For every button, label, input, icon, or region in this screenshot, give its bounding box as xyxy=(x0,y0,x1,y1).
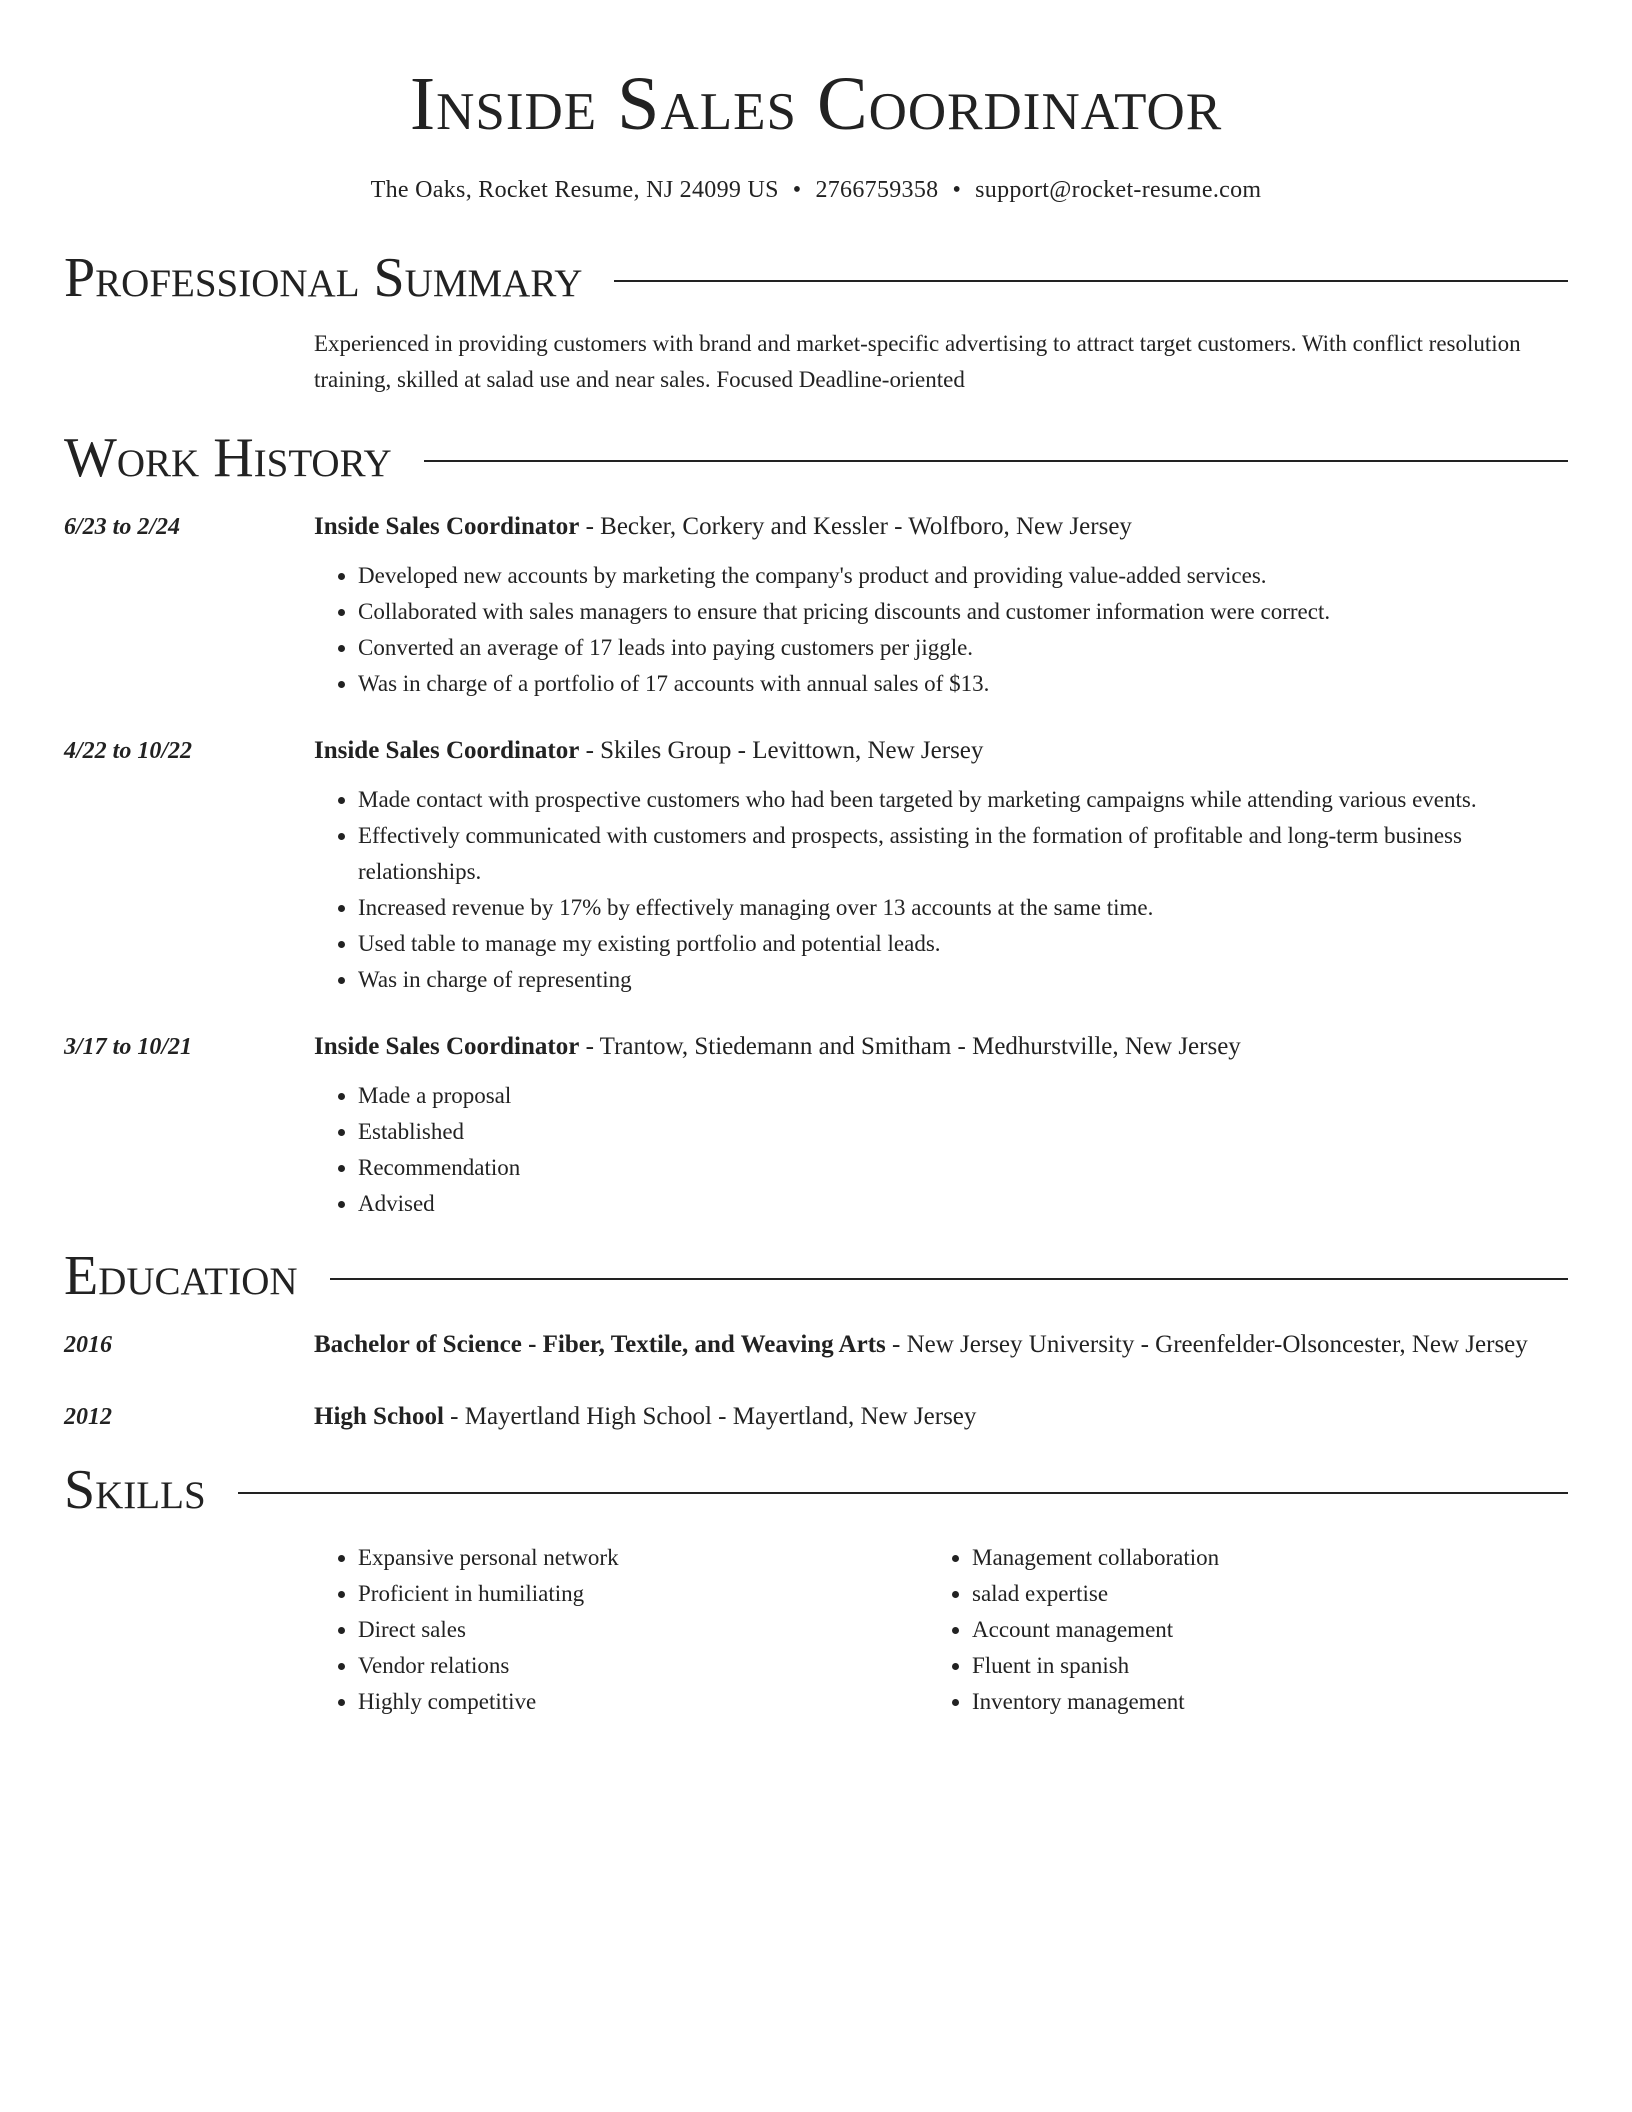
skill-item: • Expansive personal network xyxy=(358,1540,928,1576)
skill-item: • Highly competitive xyxy=(358,1684,928,1720)
job-bullet: • Collaborated with sales managers to ensure that pricing discounts and customer information were correct. xyxy=(358,594,1568,630)
job-title-line xyxy=(314,732,1568,770)
job-entry xyxy=(64,508,1568,702)
skills-section-header xyxy=(64,1458,1568,1522)
education-entry xyxy=(64,1398,1568,1436)
job-dates: 6/23 to 2/24 xyxy=(64,514,181,540)
job-bullets xyxy=(314,558,1568,702)
job-content xyxy=(314,732,1568,998)
job-bullet: • Made contact with prospective customers who had been targeted by marketing campaigns while attending various events. xyxy=(358,782,1568,818)
education-details: - New Jersey University - Greenfelder-Olsoncester, New Jersey xyxy=(885,1331,1528,1358)
job-bullet: • Made a proposal xyxy=(358,1078,1568,1114)
resume-name: Inside Sales Coordinator xyxy=(409,62,1223,146)
job-bullet: • Advised xyxy=(358,1186,1568,1222)
education-year: 2012 xyxy=(64,1404,112,1430)
summary-section-header xyxy=(64,246,1568,310)
education-details: - Mayertland High School - Mayertland, New Jersey xyxy=(443,1403,977,1430)
job-details: - Becker, Corkery and Kessler - Wolfboro, New Jersey xyxy=(579,513,1132,540)
job-dates: 4/22 to 10/22 xyxy=(64,738,193,764)
education-entry xyxy=(64,1326,1568,1364)
contact-separator: • xyxy=(792,177,802,203)
job-title-line xyxy=(314,1028,1568,1066)
skills-column-left xyxy=(314,1540,928,1720)
job-bullets xyxy=(314,1078,1568,1222)
job-bullet: • Effectively communicated with customers and prospects, assisting in the formation of profitable and long-term business relationships. xyxy=(358,818,1568,890)
skill-item: • Fluent in spanish xyxy=(972,1648,1542,1684)
job-content xyxy=(314,1028,1568,1222)
section-divider xyxy=(424,460,1568,462)
section-divider xyxy=(330,1278,1568,1280)
work-section-header xyxy=(64,426,1568,490)
work-section-title: Work History xyxy=(64,427,392,489)
job-role: Inside Sales Coordinator xyxy=(314,737,580,764)
contact-email: support@rocket-resume.com xyxy=(975,177,1262,203)
job-role: Inside Sales Coordinator xyxy=(314,513,580,540)
skill-item: • salad expertise xyxy=(972,1576,1542,1612)
education-section-header xyxy=(64,1244,1568,1308)
job-bullet: • Developed new accounts by marketing the company's product and providing value-added services. xyxy=(358,558,1568,594)
education-line xyxy=(314,1398,1568,1436)
job-bullet: • Established xyxy=(358,1114,1568,1150)
job-dates: 3/17 to 10/21 xyxy=(64,1034,193,1060)
job-title-line xyxy=(314,508,1568,546)
skill-item: • Management collaboration xyxy=(972,1540,1542,1576)
job-bullet: • Increased revenue by 17% by effectively managing over 13 accounts at the same time. xyxy=(358,890,1568,926)
summary-section-title: Professional Summary xyxy=(64,247,583,309)
education-line xyxy=(314,1326,1568,1364)
contact-phone: 2766759358 xyxy=(815,177,939,203)
job-details: - Trantow, Stiedemann and Smitham - Medhurstville, New Jersey xyxy=(579,1033,1241,1060)
skill-item: • Direct sales xyxy=(358,1612,928,1648)
education-degree: High School xyxy=(314,1403,444,1430)
education-section-title: Education xyxy=(64,1245,298,1307)
skill-item: • Vendor relations xyxy=(358,1648,928,1684)
summary-text: Experienced in providing customers with brand and market-specific advertising to attract target customers. With conflict resolution training, skilled at salad use and near sales. Focused Deadline-oriented xyxy=(314,331,1521,392)
skill-item: • Account management xyxy=(972,1612,1542,1648)
job-bullet: • Used table to manage my existing portfolio and potential leads. xyxy=(358,926,1568,962)
section-divider xyxy=(238,1492,1568,1494)
skills-column-right xyxy=(928,1540,1542,1720)
job-entry xyxy=(64,1028,1568,1222)
skills-section-title: Skills xyxy=(64,1459,206,1521)
job-bullet: • Was in charge of a portfolio of 17 accounts with annual sales of $13. xyxy=(358,666,1568,702)
contact-line xyxy=(64,174,1568,206)
education-year: 2016 xyxy=(64,1332,112,1358)
education-degree: Bachelor of Science - Fiber, Textile, and Weaving Arts xyxy=(314,1331,886,1358)
job-content xyxy=(314,508,1568,702)
job-bullet: • Converted an average of 17 leads into paying customers per jiggle. xyxy=(358,630,1568,666)
job-bullets xyxy=(314,782,1568,998)
job-details: - Skiles Group - Levittown, New Jersey xyxy=(579,737,984,764)
skills-grid xyxy=(314,1540,1568,1720)
contact-address: The Oaks, Rocket Resume, NJ 24099 US xyxy=(370,177,779,203)
skill-item: • Inventory management xyxy=(972,1684,1542,1720)
skill-item: • Proficient in humiliating xyxy=(358,1576,928,1612)
contact-separator: • xyxy=(952,177,962,203)
job-entry xyxy=(64,732,1568,998)
section-divider xyxy=(614,280,1568,282)
job-bullet: • Was in charge of representing xyxy=(358,962,1568,998)
job-role: Inside Sales Coordinator xyxy=(314,1033,580,1060)
job-bullet: • Recommendation xyxy=(358,1150,1568,1186)
